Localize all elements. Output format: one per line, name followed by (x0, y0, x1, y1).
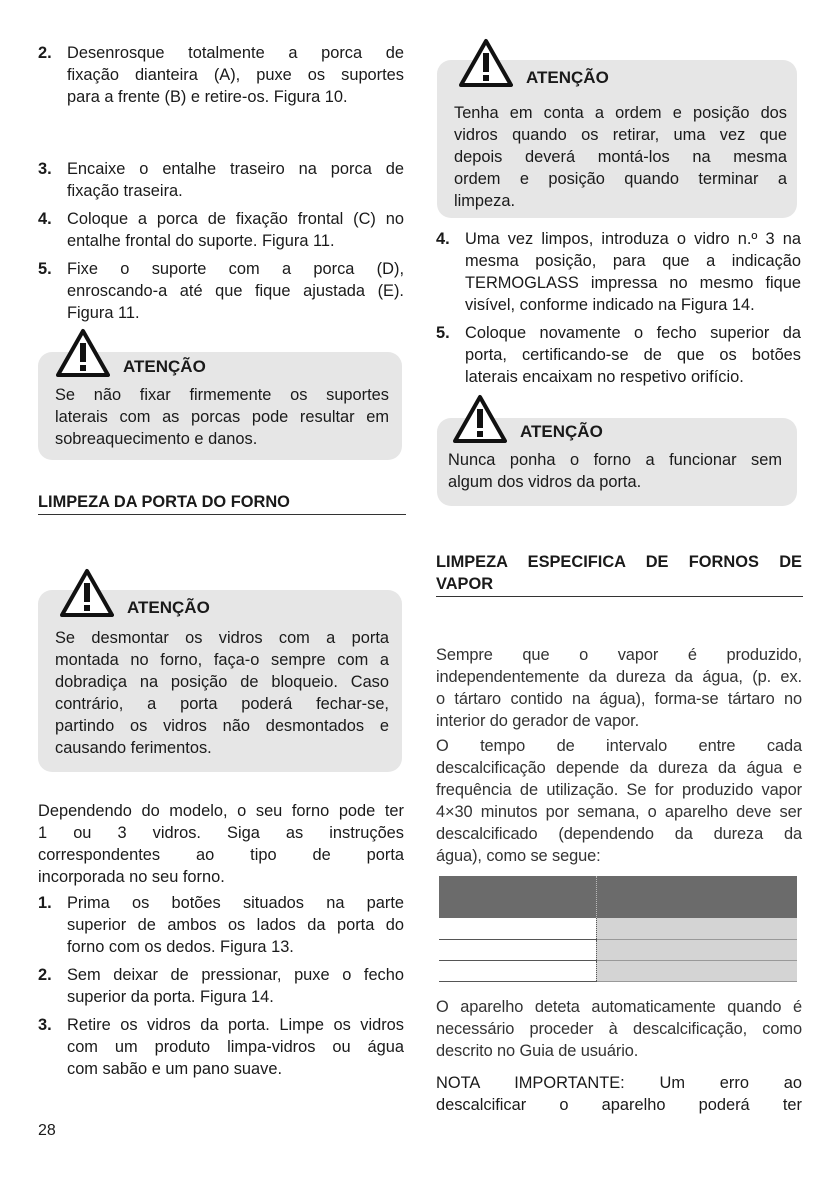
warning-line: ordem e posição quando terminar a (454, 170, 787, 188)
step-line: com sabão e um pano suave. (67, 1060, 283, 1078)
table-cell (596, 918, 797, 939)
step-line: visível, conforme indicado na Figura 14. (465, 296, 755, 314)
step-line: para a frente (B) e retire-os. Figura 10. (67, 88, 348, 106)
step-number: 4. (38, 210, 52, 228)
warning-line: laterais com as porcas pode resultar em (55, 408, 389, 426)
paragraph-line: descalcificação depende da dureza da água e (436, 759, 802, 777)
step-number: 5. (38, 260, 52, 278)
step-line: Desenrosque totalmente a porca de (67, 44, 404, 62)
step-line: Sem deixar de pressionar, puxe o fecho (67, 966, 404, 984)
step-line: porta, certificando-se de que os botões (465, 346, 801, 364)
paragraph-line: Sempre que o vapor é produzido, (436, 646, 802, 664)
table-header-row (439, 876, 797, 918)
step-line: Prima os botões situados na parte (67, 894, 404, 912)
table-header-cell (439, 876, 596, 918)
table-cell (596, 960, 797, 981)
step-line: Fixe o suporte com a porca (D), (67, 260, 404, 278)
table-row (439, 918, 797, 939)
table-row (439, 939, 797, 960)
step-number: 3. (38, 160, 52, 178)
table-cell (596, 939, 797, 960)
paragraph-line: independentemente da dureza da água, (p. ex. (436, 668, 802, 686)
step-line: forno com os dedos. Figura 13. (67, 938, 294, 956)
paragraph-line: água), como se segue: (436, 847, 601, 865)
warning-line: Se não fixar firmemente os suportes (55, 386, 389, 404)
step-line: Retire os vidros da porta. Limpe os vidros (67, 1016, 404, 1034)
warning-line: causando ferimentos. (55, 739, 212, 757)
paragraph-line: descrito no Guia de usuário. (436, 1042, 639, 1060)
heading-rule (436, 596, 803, 597)
step-number: 1. (38, 894, 52, 912)
warning-line: depois deverá montá-los na mesma (454, 148, 787, 166)
step-line: TERMOGLASS impressa no mesmo fique (465, 274, 801, 292)
paragraph-line: o tártaro contido na água), forma-se tártaro no (436, 690, 802, 708)
table-row (439, 960, 797, 981)
step-number: 4. (436, 230, 450, 248)
step-number: 2. (38, 44, 52, 62)
step-line: superior de ambos os lados da porta do (67, 916, 404, 934)
step-line: entalhe frontal do suporte. Figura 11. (67, 232, 335, 250)
step-line: superior da porta. Figura 14. (67, 988, 274, 1006)
warning-line: contrário, a porta poderá fechar-se, (55, 695, 389, 713)
paragraph-line: necessário proceder à descalcificação, como (436, 1020, 802, 1038)
page-number: 28 (38, 1122, 56, 1139)
warning-icon (459, 38, 513, 88)
step-line: laterais encaixam no respetivo orifício. (465, 368, 744, 386)
warning-line: limpeza. (454, 192, 516, 210)
warning-line: partindo os vidros não desmontados e (55, 717, 389, 735)
warning-title: ATENÇÃO (526, 68, 609, 87)
warning-line: dobradiça na posição de bloqueio. Caso (55, 673, 389, 691)
table-header-cell (596, 876, 797, 918)
warning-title: ATENÇÃO (123, 357, 206, 376)
heading-line: LIMPEZA ESPECIFICA DE FORNOS DE (436, 553, 802, 571)
warning-icon (453, 394, 507, 444)
paragraph-line: incorporada no seu forno. (38, 868, 225, 886)
step-line: Figura 11. (67, 304, 140, 322)
step-line: Coloque a porca de fixação frontal (C) no (67, 210, 404, 228)
step-number: 3. (38, 1016, 52, 1034)
paragraph-line: frequência de utilização. Se for produzido vapor (436, 781, 802, 799)
paragraph-line: descalcificado (dependendo da dureza da (436, 825, 802, 843)
step-number: 5. (436, 324, 450, 342)
step-line: Coloque novamente o fecho superior da (465, 324, 801, 342)
descaling-table (439, 876, 797, 982)
paragraph-line: Dependendo do modelo, o seu forno pode ter (38, 802, 404, 820)
step-number: 2. (38, 966, 52, 984)
warning-line: montada no forno, faça-o sempre com a (55, 651, 389, 669)
table-cell (439, 960, 596, 981)
step-line: Encaixe o entalhe traseiro na porca de (67, 160, 404, 178)
warning-icon (60, 568, 114, 618)
paragraph-line: descalcificar o aparelho poderá ter (436, 1096, 802, 1114)
warning-line: algum dos vidros da porta. (448, 473, 642, 491)
paragraph-line: correspondentes ao tipo de porta (38, 846, 404, 864)
paragraph-line: interior do gerador de vapor. (436, 712, 640, 730)
warning-line: Se desmontar os vidros com a porta (55, 629, 389, 647)
warning-line: sobreaquecimento e danos. (55, 430, 258, 448)
step-line: com um produto limpa-vidros ou água (67, 1038, 404, 1056)
warning-line: Nunca ponha o forno a funcionar sem (448, 451, 782, 469)
warning-line: vidros quando os retirar, uma vez que (454, 126, 787, 144)
heading-line: VAPOR (436, 575, 494, 593)
step-line: Uma vez limpos, introduza o vidro n.º 3 na (465, 230, 801, 248)
warning-icon (56, 328, 110, 378)
paragraph-line: O aparelho deteta automaticamente quando é (436, 998, 802, 1016)
table-cell (439, 939, 596, 960)
paragraph-line: 4×30 minutos por semana, o aparelho deve ser (436, 803, 802, 821)
paragraph-line: NOTA IMPORTANTE: Um erro ao (436, 1074, 802, 1092)
paragraph-line: 1 ou 3 vidros. Siga as instruções (38, 824, 404, 842)
step-line: mesma posição, para que a indicação (465, 252, 801, 270)
warning-title: ATENÇÃO (520, 422, 603, 441)
step-line: enroscando-a até que fique ajustada (E). (67, 282, 404, 300)
table-cell (439, 918, 596, 939)
step-line: fixação dianteira (A), puxe os suportes (67, 66, 404, 84)
step-line: fixação traseira. (67, 182, 183, 200)
section-heading: LIMPEZA DA PORTA DO FORNO (38, 491, 406, 515)
paragraph-line: O tempo de intervalo entre cada (436, 737, 802, 755)
warning-line: Tenha em conta a ordem e posição dos (454, 104, 787, 122)
warning-title: ATENÇÃO (127, 598, 210, 617)
